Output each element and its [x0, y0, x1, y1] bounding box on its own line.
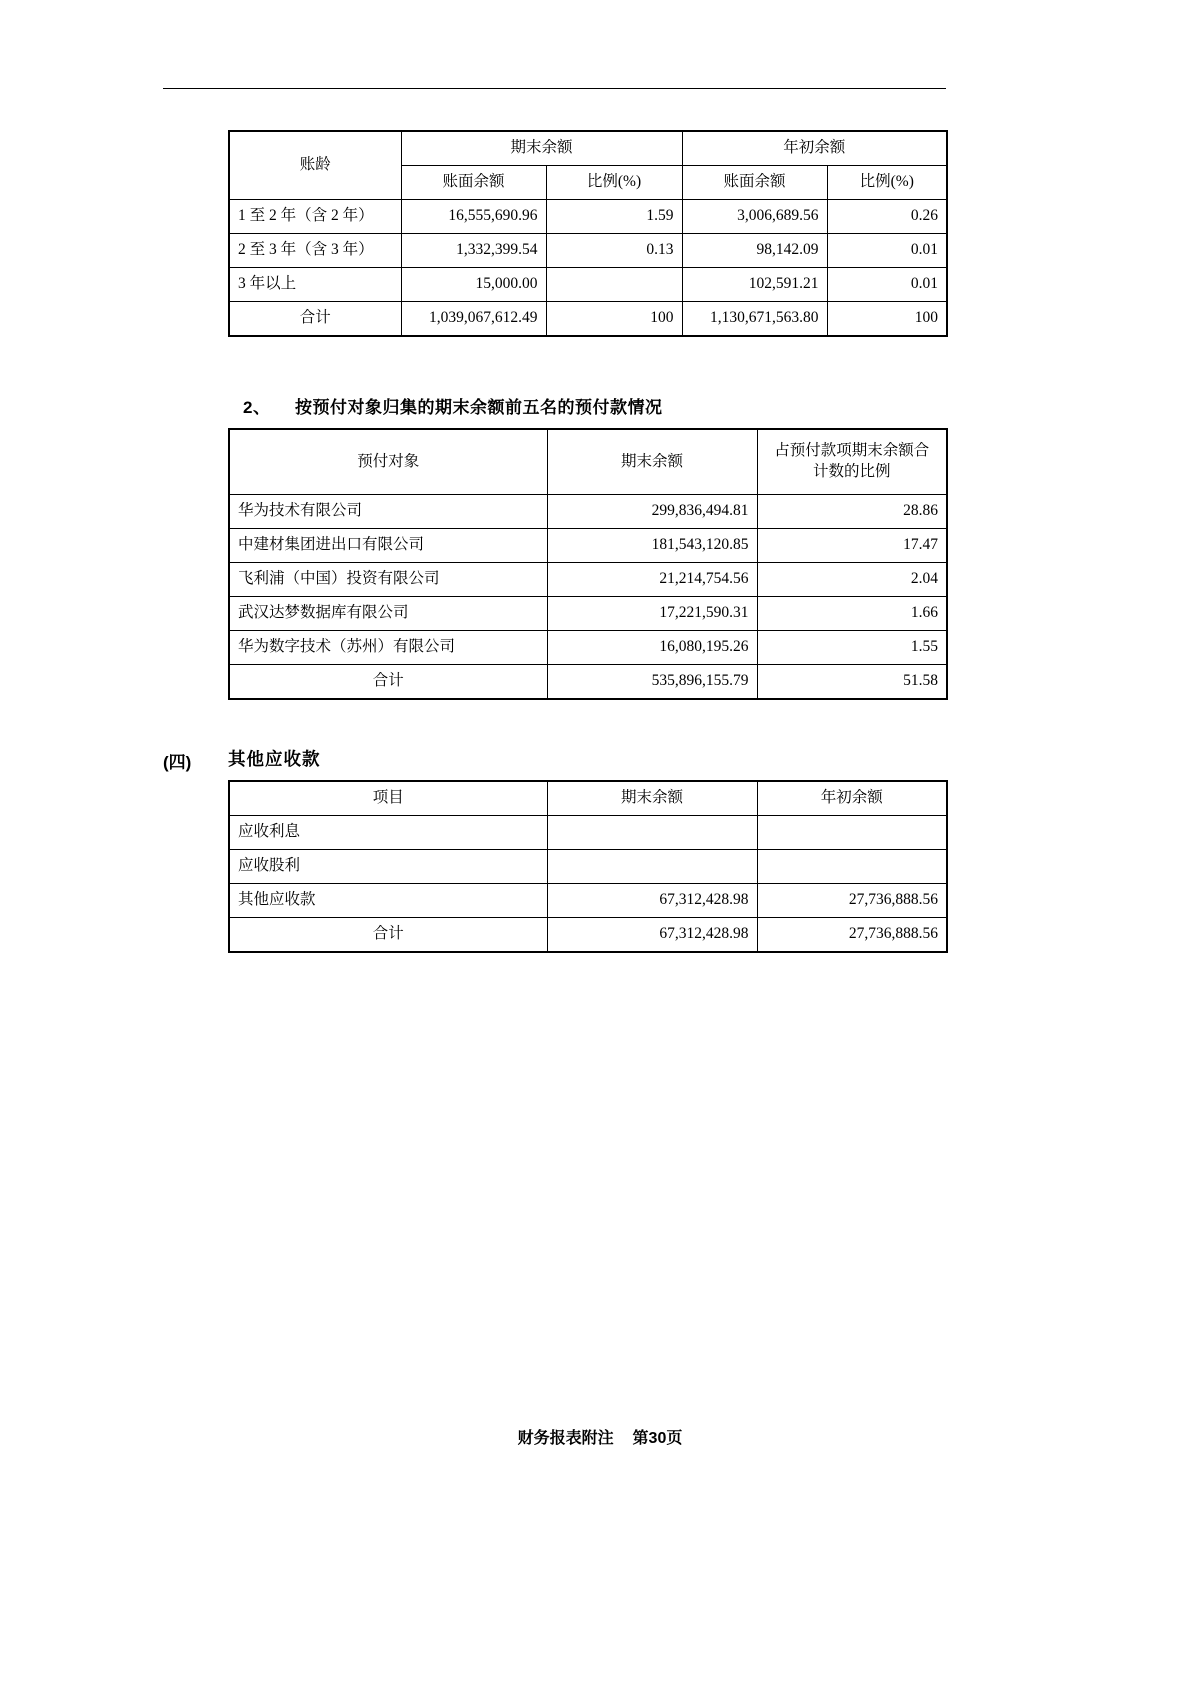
aging-total-begin-amount: 1,130,671,563.80: [682, 301, 827, 335]
aging-group-end: 期末余额: [401, 131, 682, 165]
aging-group-begin: 年初余额: [682, 131, 947, 165]
prepay-row-object: 中建材集团进出口有限公司: [229, 528, 547, 562]
section-2-title: 按预付对象归集的期末余额前五名的预付款情况: [295, 398, 663, 417]
footer-label: 财务报表附注: [517, 1430, 614, 1447]
other-col-begin: 年初余额: [757, 781, 947, 815]
table-row: [229, 495, 947, 529]
other-row-begin: 27,736,888.56: [757, 883, 947, 917]
other-total-label: 合计: [229, 917, 547, 951]
aging-row-label: 2 至 3 年（含 3 年）: [229, 233, 401, 267]
prepay-row-object: 飞利浦（中国）投资有限公司: [229, 562, 547, 596]
section-4-title: 其他应收款: [228, 749, 321, 769]
table-header-row: [229, 131, 947, 165]
aging-row-end-amount: 1,332,399.54: [401, 233, 546, 267]
aging-total-end-ratio: 100: [546, 301, 682, 335]
other-row-begin: [757, 815, 947, 849]
other-col-end: 期末余额: [547, 781, 757, 815]
other-receivables-table: [228, 780, 948, 953]
footer-page-number: 第30页: [632, 1430, 683, 1447]
table-row: [229, 233, 947, 267]
prepay-row-end-balance: 16,080,195.26: [547, 630, 757, 664]
other-row-item: 应收利息: [229, 815, 547, 849]
aging-row-begin-ratio: 0.01: [827, 267, 947, 301]
prepayment-top5-table: [228, 428, 948, 700]
prepay-col-ratio: [757, 429, 947, 495]
aging-sub-begin-book: 账面余额: [682, 165, 827, 199]
prepay-row-object: 华为技术有限公司: [229, 495, 547, 529]
aging-row-end-amount: 15,000.00: [401, 267, 546, 301]
table-row: [229, 883, 947, 917]
other-col-item: 项目: [229, 781, 547, 815]
prepay-row-end-balance: 21,214,754.56: [547, 562, 757, 596]
table-row: [229, 267, 947, 301]
aging-row-begin-ratio: 0.01: [827, 233, 947, 267]
prepay-total-end-balance: 535,896,155.79: [547, 664, 757, 698]
table-row: [229, 849, 947, 883]
aging-total-label: 合计: [229, 301, 401, 335]
other-row-begin: [757, 849, 947, 883]
aging-row-begin-ratio: 0.26: [827, 199, 947, 233]
header-rule: [163, 88, 946, 89]
table-row: [229, 596, 947, 630]
aging-sub-end-ratio: 比例(%): [546, 165, 682, 199]
aging-total-begin-ratio: 100: [827, 301, 947, 335]
page-footer: [0, 1425, 1200, 1448]
other-total-end: 67,312,428.98: [547, 917, 757, 951]
table-header-row: [229, 781, 947, 815]
prepay-col-ratio-line2: 计数的比例: [812, 463, 891, 480]
prepay-row-object: 华为数字技术（苏州）有限公司: [229, 630, 547, 664]
aging-row-label: 1 至 2 年（含 2 年）: [229, 199, 401, 233]
aging-row-begin-amount: 102,591.21: [682, 267, 827, 301]
other-row-item: 其他应收款: [229, 883, 547, 917]
table-row: [229, 199, 947, 233]
prepay-row-ratio: 17.47: [757, 528, 947, 562]
other-row-end: [547, 849, 757, 883]
aging-sub-begin-ratio: 比例(%): [827, 165, 947, 199]
aging-total-end-amount: 1,039,067,612.49: [401, 301, 546, 335]
prepay-row-ratio: 28.86: [757, 495, 947, 529]
prepay-row-ratio: 1.55: [757, 630, 947, 664]
prepay-col-object: 预付对象: [229, 429, 547, 495]
table-total-row: [229, 917, 947, 951]
prepay-row-object: 武汉达梦数据库有限公司: [229, 596, 547, 630]
section-4-number: (四): [163, 753, 192, 772]
other-row-end: [547, 815, 757, 849]
aging-col-header: 账龄: [229, 131, 401, 199]
other-row-end: 67,312,428.98: [547, 883, 757, 917]
table-row: [229, 528, 947, 562]
other-total-begin: 27,736,888.56: [757, 917, 947, 951]
table-row: [229, 815, 947, 849]
prepay-row-ratio: 2.04: [757, 562, 947, 596]
aging-row-label: 3 年以上: [229, 267, 401, 301]
aging-sub-end-book: 账面余额: [401, 165, 546, 199]
other-row-item: 应收股利: [229, 849, 547, 883]
aging-row-end-ratio: 0.13: [546, 233, 682, 267]
prepay-col-end-balance: 期末余额: [547, 429, 757, 495]
section-2-number: 2、: [243, 398, 271, 417]
table-total-row: [229, 301, 947, 335]
aging-row-end-ratio: 1.59: [546, 199, 682, 233]
table-row: [229, 562, 947, 596]
prepay-row-ratio: 1.66: [757, 596, 947, 630]
table-row: [229, 630, 947, 664]
prepay-col-ratio-line1: 占预付款项期末余额合: [774, 442, 930, 460]
table-total-row: [229, 664, 947, 698]
prepay-row-end-balance: 299,836,494.81: [547, 495, 757, 529]
aging-row-begin-amount: 3,006,689.56: [682, 199, 827, 233]
aging-table: [228, 130, 948, 337]
table-header-row: [229, 429, 947, 495]
aging-row-end-ratio: [546, 267, 682, 301]
prepay-row-end-balance: 17,221,590.31: [547, 596, 757, 630]
prepay-total-label: 合计: [229, 664, 547, 698]
prepay-row-end-balance: 181,543,120.85: [547, 528, 757, 562]
aging-row-end-amount: 16,555,690.96: [401, 199, 546, 233]
aging-row-begin-amount: 98,142.09: [682, 233, 827, 267]
prepay-total-ratio: 51.58: [757, 664, 947, 698]
